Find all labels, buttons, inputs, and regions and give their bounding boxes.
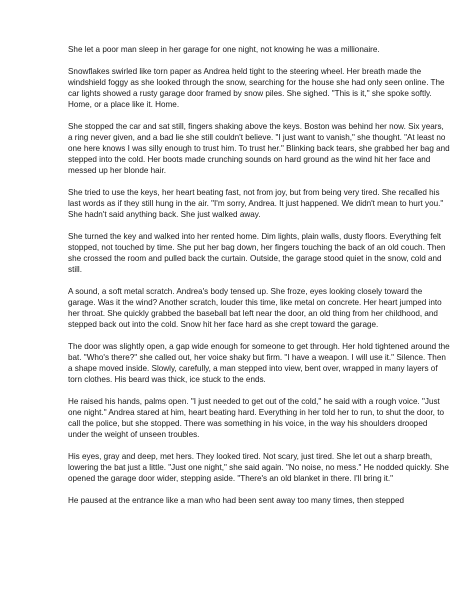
paragraph-entrance: He paused at the entrance like a man who had been sent away too many times, then stepped xyxy=(68,496,405,505)
paragraph-raised-hands: He raised his hands, palms open. "I just needed to get out of the cold," he said with a rough voice. "Just one night." Andrea stared at him, heart beating hard. Everything in her told her to run, to shut the door, to call the police, but she stopped. There was something in his voice, in the way his shoulders drooped under the weight of unseen troubles. xyxy=(68,397,444,439)
paragraph-rented-home: She turned the key and walked into her rented home. Dim lights, plain walls, dusty floors. Everything felt stopped, not touched by time. She put her bag down, her fingers touching the back of an old couch. Then she crossed the room and pulled back the curtain. Outside, the garage stood quiet in the snow, cold and still. xyxy=(68,232,446,274)
paragraph-boston: She stopped the car and sat still, fingers shaking above the keys. Boston was behind her now. Six years, a ring never given, and a bad lie she still couldn't believe. "I just want to vanish," she thought. "At least no one here knows I was silly enough to trust him. To trust her." Blinking back tears, she grabbed her bag and stepped into the cold. Her boots made crunching sounds on hard ground as the wind hit her face and messed up her blonde hair. xyxy=(68,122,450,175)
paragraph-arrival: Snowflakes swirled like torn paper as Andrea held tight to the steering wheel. Her breath made the windshield foggy as she looked through the snow, searching for the house she had only seen online. The car lights showed a rusty garage door framed by snow piles. She sighed. "This is it," she spoke softly. Home, or a place like it. Home. xyxy=(68,67,445,109)
story-headline: She let a poor man sleep in her garage for one night, not knowing he was a millionaire. xyxy=(68,45,380,54)
paragraph-keys: She tried to use the keys, her heart beating fast, not from joy, but from being very tired. She recalled his last words as if they still hung in the air. "I'm sorry, Andrea. It just happened. We didn't mean to hurt you." She hadn't said anything back. She just walked away. xyxy=(68,188,444,219)
paragraph-gray-eyes: His eyes, gray and deep, met hers. They looked tired. Not scary, just tired. She let out a sharp breath, lowering the bat just a little. "Just one night," she said again. "No noise, no mess." He nodded quickly. She opened the garage door wider, stepping aside. "There's an old blanket in there. I'll bring it." xyxy=(68,452,449,483)
paragraph-garage-door: The door was slightly open, a gap wide enough for someone to get through. Her hold tightened around the bat. "Who's there?" she called out, her voice shaky but firm. "I have a weapon. I will use it." Silence. Then a shape moved inside. Slowly, carefully, a man stepped into view, bent over, wrapped in many layers of torn clothes. His beard was thick, ice stuck to the ends. xyxy=(68,342,450,384)
paragraph-metal-scratch: A sound, a soft metal scratch. Andrea's body tensed up. She froze, eyes looking closely toward the garage. Was it the wind? Another scratch, louder this time, like metal on concrete. Her heart jumped into her throat. She quickly grabbed the baseball bat left near the door, an old thing from her childhood, and stepped back out into the cold. Snow hit her face hard as she crept toward the garage. xyxy=(68,287,442,329)
